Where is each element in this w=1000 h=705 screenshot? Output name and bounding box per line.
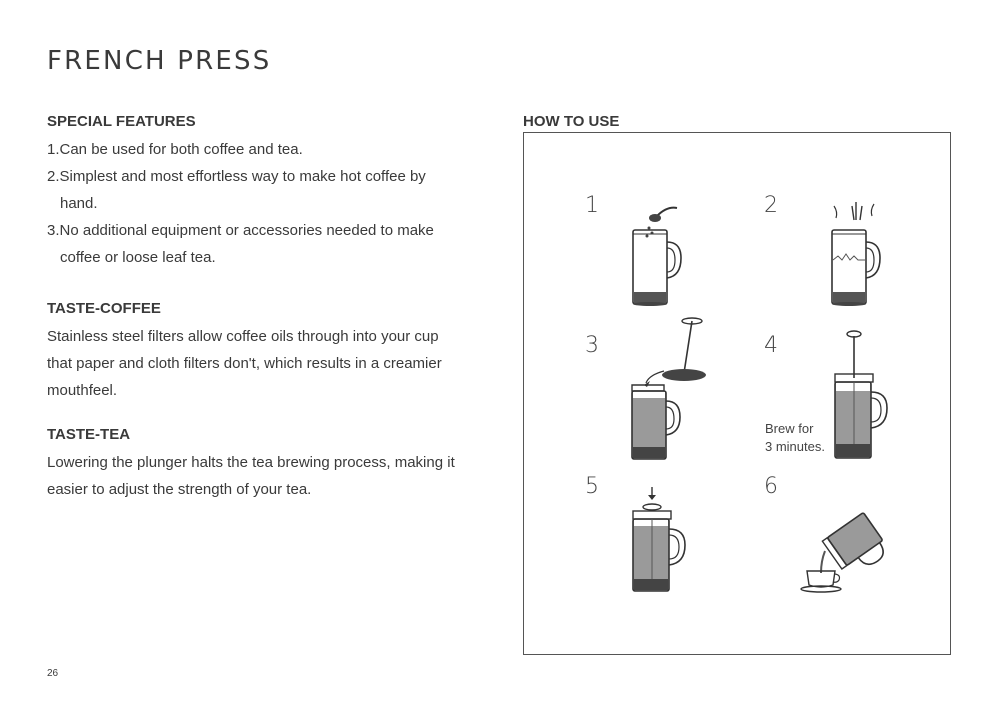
- place-lid-icon: [624, 313, 734, 463]
- brew-note-line: Brew for: [765, 421, 814, 436]
- left-column: [47, 112, 487, 503]
- special-features-heading: SPECIAL FEATURES: [47, 113, 196, 130]
- taste-tea-section: [47, 425, 487, 503]
- page-title: FRENCH PRESS: [47, 46, 272, 76]
- step-number: 5: [585, 474, 599, 499]
- how-to-use-heading: HOW TO USE: [523, 113, 620, 130]
- brew-note: [765, 420, 845, 456]
- feature-item: [47, 136, 487, 163]
- body-text: that paper and cloth filters don't, which results in a creamier: [47, 355, 442, 372]
- how-to-use-panel: [523, 132, 951, 655]
- feature-text: 2.Simplest and most effortless way to make hot coffee by: [47, 168, 426, 185]
- pour-cup-icon: [799, 511, 899, 596]
- taste-coffee-heading: TASTE-COFFEE: [47, 300, 161, 317]
- feature-text-continued: coffee or loose leaf tea.: [60, 249, 216, 266]
- page-number: 26: [47, 668, 59, 679]
- step-number: 6: [764, 474, 778, 499]
- body-text: easier to adjust the strength of your tea.: [47, 481, 312, 498]
- brew-note-line: 3 minutes.: [765, 439, 825, 454]
- feature-item: [47, 217, 487, 271]
- body-text: Stainless steel filters allow coffee oils through into your cup: [47, 328, 439, 345]
- step-number: 2: [764, 193, 778, 218]
- press-down-icon: [627, 485, 697, 595]
- taste-tea-heading: TASTE-TEA: [47, 426, 131, 443]
- add-grounds-icon: [619, 198, 694, 308]
- feature-text: 3.No additional equipment or accessories needed to make: [47, 222, 434, 239]
- step-number: 1: [585, 193, 599, 218]
- feature-text-continued: hand.: [60, 195, 98, 212]
- step-number: 4: [764, 333, 778, 358]
- step-number: 3: [585, 333, 599, 358]
- body-text: mouthfeel.: [47, 382, 118, 399]
- pour-water-icon: [824, 198, 899, 308]
- taste-coffee-section: [47, 299, 487, 404]
- feature-text: 1.Can be used for both coffee and tea.: [47, 141, 303, 158]
- feature-item: [47, 163, 487, 217]
- special-features-section: [47, 112, 487, 271]
- body-text: Lowering the plunger halts the tea brewing process, making it: [47, 454, 455, 471]
